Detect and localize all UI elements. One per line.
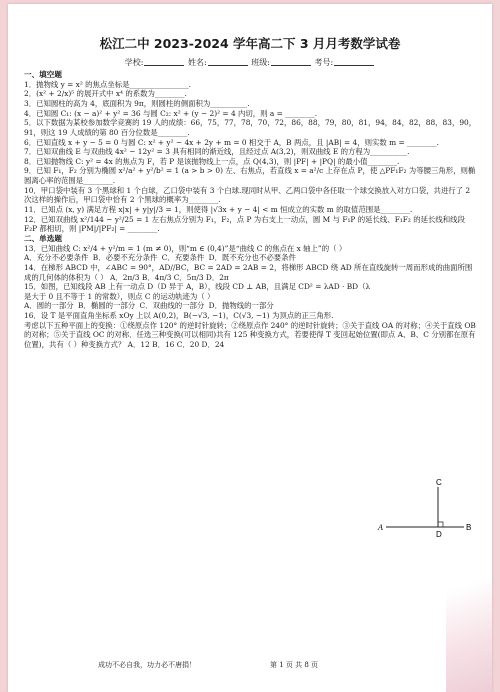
question-11: 11．已知点 (x, y) 满足方程 x|x| + y|y|/3 = 1，则使得 |√3x + y − 4| < m 恒成立的实数 m 的取值范围是________. — [24, 204, 413, 214]
question-9: 9．已知 F₁，F₂ 分别为椭圆 x²/a² + y²/b² = 1 (a > b > 0) 左、右焦点，若直线 x = a²/c 上存在点 P，使 △PF₁F₂ 为等腰三角形，则椭圆离心率的范围是________. — [24, 166, 476, 186]
info-label-name: 姓名: — [188, 58, 207, 67]
label-b: B — [466, 523, 472, 532]
question-7: 7．已知双曲线 E 与双曲线 4x² − 12y² = 3 具有相同的渐近线，且经过点 A(3,2)，则双曲线 E 的方程为__________. — [24, 147, 410, 157]
info-label-class: 班级: — [251, 58, 270, 67]
question-12: 12．已知双曲线 x²/144 − y²/25 = 1 左右焦点分别为 F₁，F₂，点 P 为右支上一动点，圆 M 与 F₁P 的延长线、F₁F₂ 的延长线和线段 F₂P 都相切，则 |PM|/|PF₂| = ________. — [24, 214, 465, 234]
segment-figure — [376, 479, 476, 541]
question-14: 14．在梯形 ABCD 中，∠ABC = 90°，AD//BC，BC = 2AD = 2AB = 2，将梯形 ABCD 绕 AD 所在直线旋转一周而形成的曲面所围成的几何体的体积为（ ） A．2π/3 B．4π/3 C．5π/3 D．2π — [24, 262, 473, 282]
question-6: 6．已知直线 x + y − 5 = 0 与圆 C: x² + y² − 4x + 2y + m = 0 相交于 A，B 两点，且 |AB| = 4，则实数 m = ________. — [24, 137, 439, 147]
question-5: 5．以下数据为某校参加数学竞赛的 19 人的成绩：66，75，77，78，70，72，86，88，79，80，81，94，84，82，88，83，90，91，则这 19 人成绩的第 80 百分位数是________. — [24, 118, 477, 137]
footer-motto: 成功不必自我，功力必不唐捐！ — [98, 661, 196, 669]
school-blank[interactable] — [144, 65, 184, 66]
question-content — [24, 70, 478, 350]
number-blank[interactable] — [334, 65, 374, 66]
decorative-flower — [446, 562, 492, 692]
question-13: 13．已知曲线 C: x²/4 + y²/m = 1 (m ≠ 0)，则“m ∈ (0,4)”是“曲线 C 的焦点在 x 轴上”的（ ） — [24, 243, 347, 253]
label-c: C — [436, 479, 442, 487]
page-title: 松江二中 2023-2024 学年高二下 3 月月考数学试卷 — [99, 36, 401, 51]
name-blank[interactable] — [208, 65, 248, 66]
exam-page — [8, 4, 492, 692]
question-13-options: A．充分不必要条件 B．必要不充分条件 C．充要条件 D．既不充分也不必要条件 — [24, 253, 296, 263]
right-angle-mark — [438, 522, 443, 527]
info-label-number: 考号: — [314, 58, 334, 67]
question-10: 10．甲口袋中装有 3 个黑球和 1 个白球，乙口袋中装有 3 个白球.现同时从甲、乙两口袋中各任取一个球交换放入对方口袋，共进行了 2 次这样的操作后，甲口袋中恰有 2 个黑球的概率为________. — [24, 185, 471, 205]
label-a: A — [378, 523, 383, 532]
student-info-line — [8, 57, 492, 68]
question-8: 8．已知抛物线 C: y² = 4x 的焦点为 F，若 P 是该抛物线上一点，点 Q(4,3)，则 |PF| + |PQ| 的最小值________. — [24, 156, 400, 166]
question-3: 3．已知圆柱的高为 4，底面积为 9π，则圆柱的侧面积为__________. — [24, 99, 250, 109]
class-blank[interactable] — [271, 65, 311, 66]
question-15: 15．如图，已知线段 AB 上有一动点 D（D 异于 A，B），线段 CD ⊥ AB，且满足 CD² = λAD · BD（λ 是大于 0 且不等于 1 的常数），则点 C 的运动轨迹为（ ） — [24, 282, 371, 301]
page-number: 第 1 页 共 8 页 — [270, 661, 319, 669]
question-16: 16．设 T 是平面直角坐标系 xOy 上以 A(0,2)，B(−√3, −1)，C(√3, −1) 为顶点的正三角形. — [24, 311, 334, 321]
section-heading-choice: 二、单选题 — [24, 233, 62, 243]
info-label-school: 学校: — [124, 58, 144, 67]
question-4: 4．已知圆 C₁: (x − a)² + y² = 36 与圆 C₂: x² + (y − 2)² = 4 内切，则 a = ________. — [24, 108, 318, 118]
section-heading-fill: 一、填空题 — [24, 70, 62, 79]
question-2: 2．(x² + 2/x)⁵ 的展开式中 x⁴ 的系数为________. — [24, 89, 187, 99]
question-16-detail: 考虑以下五种平面上的变换：①绕原点作 120° 的逆时针旋转；②绕原点作 240° 的逆时针旋转；③关于直线 OA 的对称；④关于直线 OB 的对称；⑤关于直线 OC 的对称．任选三种变换(可以相同)共有 125 种变换方式，若要使得 T 变回起始位置(即点 A、B、C 分别都在原有位置)，共有（ ）种变换方式？ A．12 B．16 C．20 D．24 — [24, 320, 476, 349]
label-d: D — [436, 530, 442, 539]
question-15-options: A．圆的一部分 B．椭圆的一部分 C．双曲线的一部分 D．抛物线的一部分 — [24, 301, 274, 311]
question-1: 1．抛物线 y = x² 的焦点坐标是________________. — [24, 79, 191, 89]
